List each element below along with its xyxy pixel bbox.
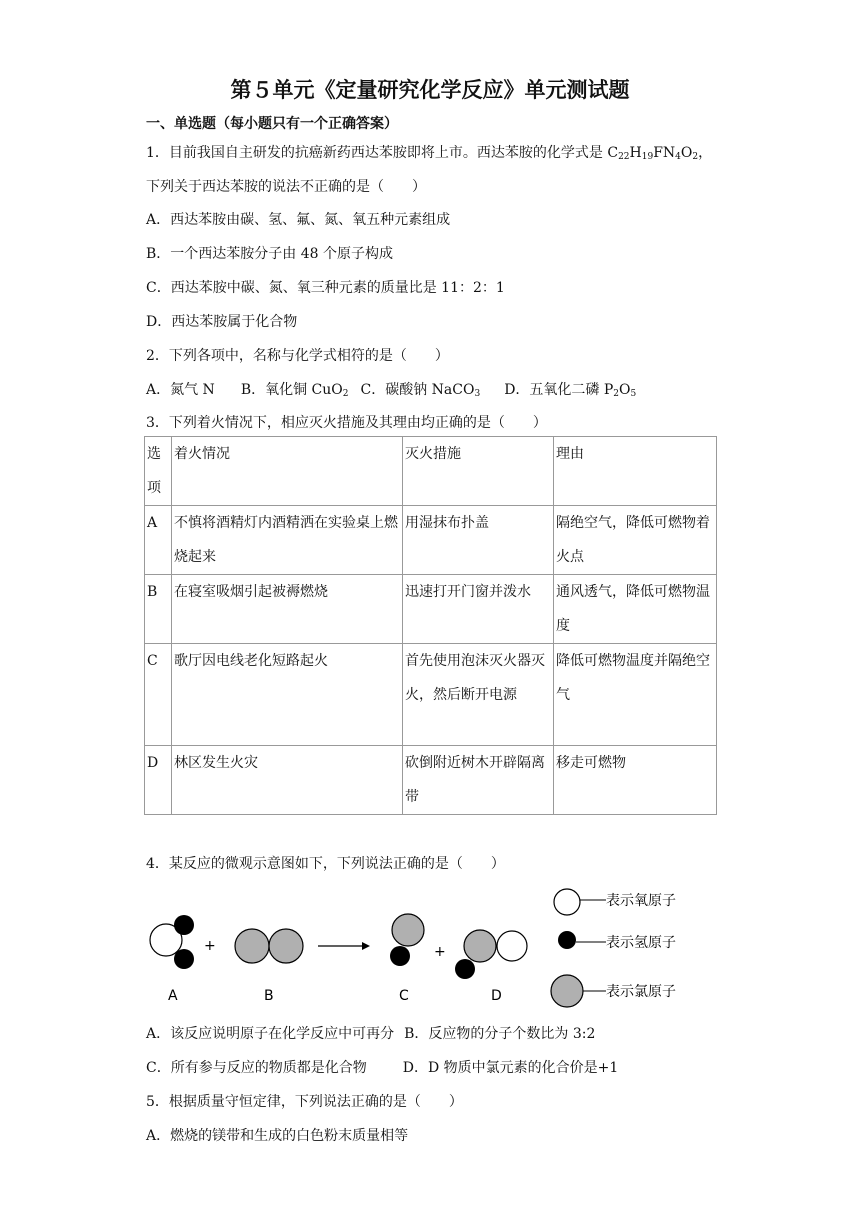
chlorine-atom: [235, 929, 269, 963]
question-2-options: [146, 379, 636, 399]
question-2-option-c: C．碳酸钠 NaCO$_3$: [360, 382, 481, 399]
question-3-stem: 3．下列着火情况下，相应灭火措施及其理由均正确的是（ ）: [146, 415, 547, 431]
table-cell: 通风透气，降低可燃物温度: [554, 575, 717, 644]
question-4-option-b: B．反应物的分子个数比为 3:2: [404, 1026, 596, 1042]
plus-sign: +: [434, 944, 446, 960]
molecule-d: [455, 930, 527, 979]
table-cell: 不慎将酒精灯内酒精洒在实验桌上燃烧起来: [172, 506, 403, 575]
table-header-cell: 选项: [145, 437, 172, 506]
table-cell: D: [145, 746, 172, 815]
table-header-cell: 着火情况: [172, 437, 403, 506]
table-cell: 用湿抹布扑盖: [403, 506, 554, 575]
molecule-c: [390, 914, 424, 966]
table-row: [145, 575, 717, 644]
question-4-option-a: A．该反应说明原子在化学反应中可再分: [146, 1026, 395, 1042]
question-2-option-d: D．五氧化二磷 $P_2O_5$: [504, 382, 637, 399]
table-cell: A: [145, 506, 172, 575]
question-4-option-d: D．D 物质中氯元素的化合价是+1: [402, 1060, 619, 1076]
table-cell: 移走可燃物: [554, 746, 717, 815]
table-cell: 歌厅因电线老化短路起火: [172, 644, 403, 746]
table-header-cell: 理由: [554, 437, 717, 506]
molecule-label-b: B: [264, 988, 274, 1004]
table-cell: 在寝室吸烟引起被褥燃烧: [172, 575, 403, 644]
reaction-diagram: [140, 880, 720, 1010]
legend-chlorine: 表示氯原子: [606, 984, 676, 1000]
table-row: [145, 746, 717, 815]
hydrogen-atom: [174, 949, 194, 969]
table-cell: 林区发生火灾: [172, 746, 403, 815]
table-cell: 降低可燃物温度并隔绝空气: [554, 644, 717, 746]
question-2-option-a: A．氮气 N: [146, 382, 215, 398]
table-header-cell: 灭火措施: [403, 437, 554, 506]
hydrogen-atom: [455, 959, 475, 979]
question-5-stem: 5．根据质量守恒定律，下列说法正确的是（ ）: [146, 1094, 463, 1110]
fire-table: [144, 436, 717, 815]
table-cell: C: [145, 644, 172, 746]
chlorine-atom: [464, 930, 496, 962]
question-1-option-d: D．西达苯胺属于化合物: [146, 314, 298, 330]
hydrogen-atom: [390, 946, 410, 966]
chlorine-legend-icon: [551, 975, 583, 1007]
hydrogen-atom: [174, 915, 194, 935]
table-cell: 首先使用泡沫灭火器灭火，然后断开电源: [403, 644, 554, 746]
oxygen-atom: [497, 931, 527, 961]
question-4-option-c: C．所有参与反应的物质都是化合物: [146, 1060, 367, 1076]
section-heading: 一、单选题（每小题只有一个正确答案）: [146, 116, 398, 132]
hydrogen-legend-icon: [558, 931, 576, 949]
question-1-stem: 1．目前我国自主研发的抗癌新药西达苯胺即将上市。西达苯胺的化学式是 $C_{22}H_{19}FN_4O_2$，: [146, 145, 713, 162]
reaction-arrow: [318, 942, 370, 950]
page-title: 第５单元《定量研究化学反应》单元测试题: [230, 78, 630, 102]
oxygen-legend-icon: [554, 889, 580, 915]
legend-hydrogen: 表示氢原子: [606, 935, 676, 951]
legend-oxygen: 表示氧原子: [606, 893, 676, 909]
table-header-row: [145, 437, 717, 506]
table-cell: 砍倒附近树木开辟隔离带: [403, 746, 554, 815]
molecule-label-c: C: [399, 988, 409, 1004]
question-2-stem: 2．下列各项中，名称与化学式相符的是（ ）: [146, 348, 449, 364]
table-row: [145, 506, 717, 575]
table-cell: 迅速打开门窗并泼水: [403, 575, 554, 644]
question-2-option-b: B．氧化铜 CuO$_2$: [240, 382, 349, 399]
chlorine-atom: [269, 929, 303, 963]
question-1-option-a: A．西达苯胺由碳、氢、氟、氮、氧五种元素组成: [146, 212, 451, 228]
plus-sign: +: [204, 938, 216, 954]
table-row: [145, 644, 717, 746]
question-1-option-c: C．西达苯胺中碳、氮、氧三种元素的质量比是 11：2：1: [146, 280, 505, 296]
molecule-label-d: D: [491, 988, 502, 1004]
table-cell: B: [145, 575, 172, 644]
question-4-stem: 4．某反应的微观示意图如下，下列说法正确的是（ ）: [146, 856, 505, 872]
chlorine-atom: [392, 914, 424, 946]
question-4-options-cd: [146, 1057, 618, 1077]
molecule-b: [235, 929, 303, 963]
molecule-a: [150, 915, 194, 969]
question-4-options-ab: [146, 1023, 595, 1043]
legend: [551, 889, 676, 1007]
question-1-option-b: B．一个西达苯胺分子由 48 个原子构成: [146, 246, 394, 262]
question-5-option-a: A．燃烧的镁带和生成的白色粉末质量相等: [146, 1128, 409, 1144]
molecule-label-a: A: [168, 988, 178, 1004]
question-1-stem-cont: 下列关于西达苯胺的说法不正确的是（ ）: [146, 179, 426, 195]
table-cell: 隔绝空气，降低可燃物着火点: [554, 506, 717, 575]
